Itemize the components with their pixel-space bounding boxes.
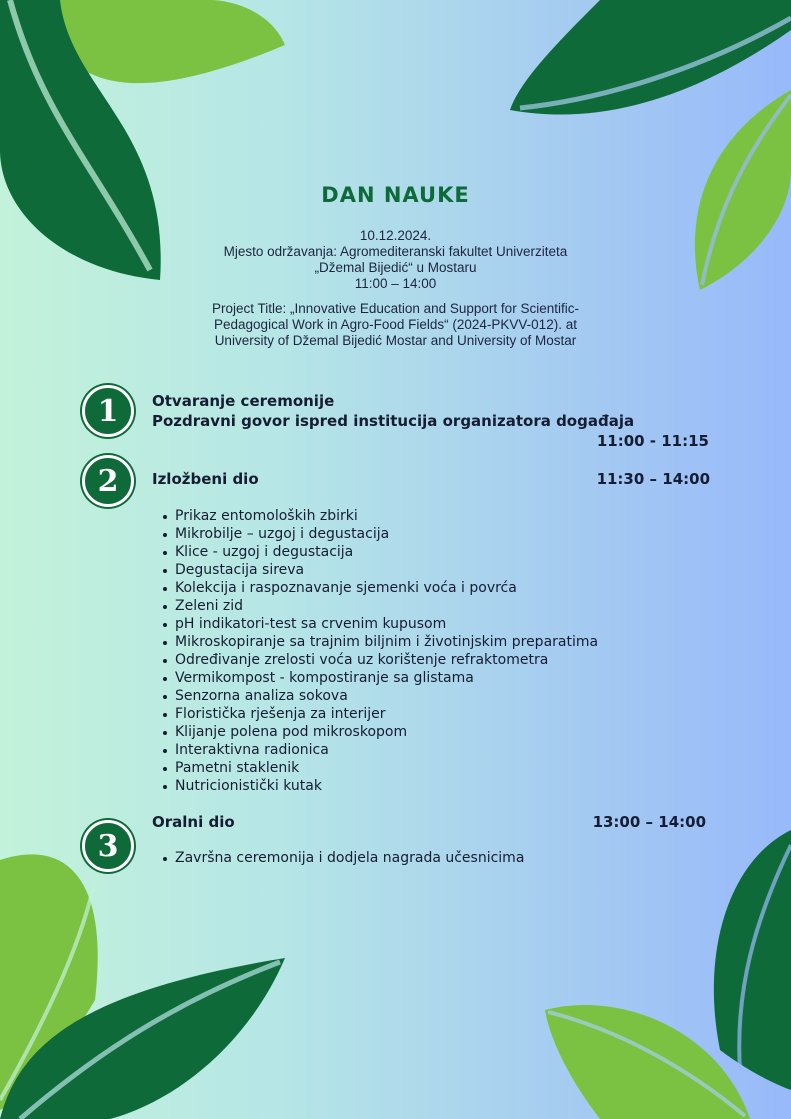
list-item: pH indikatori-test sa crvenim kupusom: [161, 615, 598, 633]
section-heading: Otvaranje ceremonije: [152, 392, 335, 410]
list-item: Senzorna analiza sokova: [161, 687, 598, 705]
exhibit-list: [161, 507, 598, 795]
list-item: Degustacija sireva: [161, 561, 598, 579]
list-item: Završna ceremonija i dodjela nagrada učesnicima: [161, 849, 524, 867]
project-line: Pedagogical Work in Agro-Food Fields“ (2024-PKVV-012). at: [214, 317, 577, 332]
event-info: [120, 228, 671, 292]
event-time: 11:00 – 14:00: [354, 276, 437, 291]
list-item: Prikaz entomoloških zbirki: [161, 507, 598, 525]
section-time: 11:30 – 14:00: [596, 470, 710, 488]
oral-list: [161, 849, 524, 867]
project-info: [120, 301, 671, 349]
section-number-badge: 1: [82, 385, 134, 437]
list-item: Klice - uzgoj i degustacija: [161, 543, 598, 561]
section-time: 11:00 - 11:15: [596, 432, 709, 450]
list-item: Zeleni zid: [161, 597, 598, 615]
list-item: Nutricionistički kutak: [161, 777, 598, 795]
project-line: Project Title: „Innovative Education and Support for Scientific-: [212, 301, 579, 316]
page-title: DAN NAUKE: [321, 183, 470, 207]
section-number-badge: 2: [82, 455, 134, 507]
section-time: 13:00 – 14:00: [592, 813, 706, 831]
leaf-icon: [510, 0, 791, 115]
list-item: Mikroskopiranje sa trajnim biljnim i životinjskim preparatima: [161, 633, 598, 651]
section-heading: Pozdravni govor ispred institucija organizatora događaja: [152, 412, 635, 430]
event-venue: Mjesto održavanja: Agromediteranski fakultet Univerziteta: [223, 244, 568, 259]
project-line: University of Džemal Bijedić Mostar and University of Mostar: [214, 333, 577, 348]
list-item: Kolekcija i raspoznavanje sjemenki voća i povrća: [161, 579, 598, 597]
section-heading: Izložbeni dio: [152, 470, 259, 488]
section-number-badge: 3: [82, 820, 134, 872]
list-item: Floristička rješenja za interijer: [161, 705, 598, 723]
event-venue-line2: „Džemal Bijedić“ u Mostaru: [314, 260, 477, 275]
list-item: Mikrobilje – uzgoj i degustacija: [161, 525, 598, 543]
section-heading: Oralni dio: [152, 813, 235, 831]
list-item: Pametni staklenik: [161, 759, 598, 777]
list-item: Vermikompost - kompostiranje sa glistama: [161, 669, 598, 687]
list-item: Određivanje zrelosti voća uz korištenje refraktometra: [161, 651, 598, 669]
event-date: 10.12.2024.: [359, 228, 432, 243]
list-item: Klijanje polena pod mikroskopom: [161, 723, 598, 741]
list-item: Interaktivna radionica: [161, 741, 598, 759]
